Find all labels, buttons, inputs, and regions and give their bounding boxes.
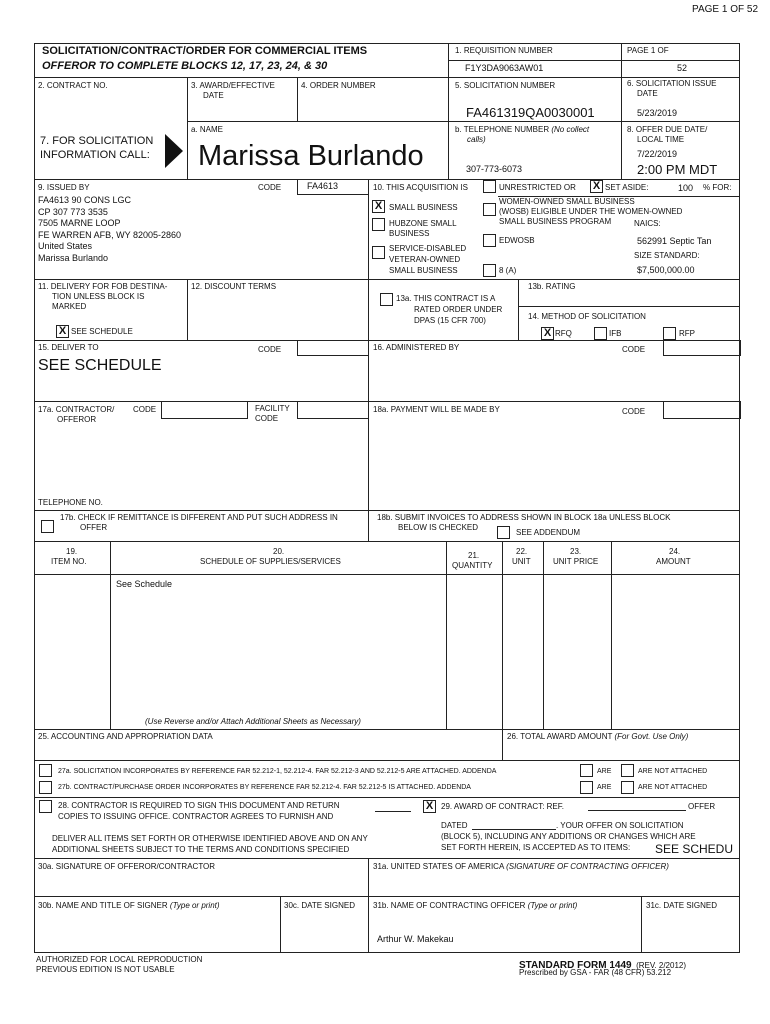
- telephone-label-note: (No collect: [551, 125, 590, 134]
- total-award-label: [507, 732, 688, 741]
- schedule-content: See Schedule: [116, 579, 173, 589]
- hubzone-checkbox[interactable]: [372, 218, 385, 231]
- facility-label: FACILITY: [255, 404, 290, 413]
- see-schedule-label: SEE SCHEDULE: [71, 327, 133, 336]
- administered-code-box[interactable]: [663, 340, 741, 356]
- rfq-checkbox[interactable]: X: [541, 327, 554, 340]
- solicitation-issue-date[interactable]: 5/23/2019: [637, 108, 678, 118]
- naics-label: NAICS:: [634, 219, 661, 228]
- small-business-checkbox[interactable]: X: [372, 200, 385, 213]
- 29-text-3: SET FORTH HEREIN, IS ACCEPTED AS TO ITEMS:: [441, 843, 631, 852]
- 31b-label: [373, 901, 577, 910]
- deliver-to-label: 15. DELIVER TO: [38, 343, 99, 352]
- sdvosb-label: SERVICE-DISABLED: [389, 244, 467, 253]
- offer-due-time[interactable]: 2:00 PM MDT: [637, 162, 718, 177]
- administered-by-label: 16. ADMINISTERED BY: [373, 343, 460, 352]
- award-date-label-2: DATE: [203, 91, 224, 100]
- address-line: United States: [38, 241, 93, 252]
- col-24-num: 24.: [669, 547, 681, 556]
- small-business-label: SMALL BUSINESS: [389, 203, 458, 212]
- remittance-checkbox[interactable]: [41, 520, 54, 533]
- col-21-num: 21.: [468, 551, 480, 560]
- 31b-text: 31b. NAME OF CONTRACTING OFFICER: [373, 901, 526, 910]
- 27b-label: 27b. CONTRACT/PURCHASE ORDER INCORPORATES BY REFERENCE FAR 52.212-4. FAR 52.212-5 IS ATTACHED. ADDENDA: [58, 784, 471, 791]
- address-line: FE WARREN AFB, WY 82005-2860: [38, 229, 182, 240]
- unrestricted-checkbox[interactable]: [483, 180, 496, 193]
- deliver-code-box[interactable]: [297, 340, 369, 356]
- col-19-num: 19.: [66, 547, 78, 556]
- size-standard-value[interactable]: $7,500,000.00: [637, 265, 695, 275]
- telephone-label: [455, 125, 589, 134]
- footer-prescribed: Prescribed by GSA - FAR (48 CFR) 53.212: [519, 968, 672, 977]
- info-call-label: 7. FOR SOLICITATION: [40, 135, 154, 147]
- facility-label-2: CODE: [255, 414, 279, 423]
- 27b-are-not-checkbox[interactable]: [621, 781, 634, 794]
- contract-no-label: 2. CONTRACT NO.: [38, 81, 108, 90]
- solicitation-issue-label: 6. SOLICITATION ISSUE: [627, 79, 717, 88]
- sdvosb-label-3: SMALL BUSINESS: [389, 266, 458, 275]
- contractor-label: 17a. CONTRACTOR/: [38, 405, 115, 414]
- wosb-label-3: SMALL BUSINESS PROGRAM: [499, 217, 612, 226]
- set-aside-label: SET ASIDE:: [605, 183, 649, 192]
- rated-order-label: 13a. THIS CONTRACT IS A: [396, 294, 496, 303]
- wosb-label-2: (WOSB) ELIGIBLE UNDER THE WOMEN-OWNED: [499, 207, 683, 216]
- col-22-num: 22.: [516, 547, 528, 556]
- remittance-label: 17b. CHECK IF REMITTANCE IS DIFFERENT AND PUT SUCH ADDRESS IN: [60, 513, 338, 522]
- 30a-label: 30a. SIGNATURE OF OFFEROR/CONTRACTOR: [38, 862, 216, 871]
- 27a-are-label: ARE: [597, 768, 612, 775]
- size-standard-label: SIZE STANDARD:: [634, 251, 700, 260]
- method-label: 14. METHOD OF SOLICITATION: [528, 312, 646, 321]
- col-24-header: AMOUNT: [656, 557, 691, 566]
- requisition-number[interactable]: F1Y3DA9063AW01: [465, 63, 544, 73]
- deliver-to-value[interactable]: SEE SCHEDULE: [38, 357, 162, 374]
- 27a-checkbox[interactable]: [39, 764, 52, 777]
- remittance-label-2: OFFER: [80, 523, 108, 532]
- total-award-note: (For Govt. Use Only): [614, 732, 689, 741]
- solicitation-number[interactable]: FA461319QA0030001: [466, 105, 595, 120]
- rated-order-checkbox[interactable]: [380, 293, 393, 306]
- issued-by-label: 9. ISSUED BY: [38, 183, 90, 192]
- arrow-right-icon: [165, 134, 183, 168]
- edwosb-checkbox[interactable]: [483, 234, 496, 247]
- fob-label-3: MARKED: [52, 302, 87, 311]
- facility-code-box[interactable]: [297, 401, 369, 419]
- contractor-label-2: OFFEROR: [57, 415, 97, 424]
- offer-due-label-2: LOCAL TIME: [637, 135, 685, 144]
- page-of-label: PAGE 1 OF: [627, 46, 669, 55]
- 30b-note: (Type or print): [169, 901, 220, 910]
- solicitation-issue-label-2: DATE: [637, 89, 658, 98]
- col-20-header: SCHEDULE OF SUPPLIES/SERVICES: [200, 557, 341, 566]
- form-title: SOLICITATION/CONTRACT/ORDER FOR COMMERCIAL ITEMS: [42, 45, 368, 57]
- 27a-are-not-label: ARE NOT ATTACHED: [638, 768, 708, 775]
- award-date-label: 3. AWARD/EFFECTIVE: [191, 81, 275, 90]
- contractor-code-label: CODE: [133, 405, 157, 414]
- 27b-checkbox[interactable]: [39, 781, 52, 794]
- address-line: CP 307 773 3535: [38, 206, 108, 217]
- col-23-num: 23.: [570, 547, 582, 556]
- wosb-label: WOMEN-OWNED SMALL BUSINESS: [499, 197, 635, 206]
- 29-checkbox[interactable]: X: [423, 800, 436, 813]
- 27b-are-checkbox[interactable]: [580, 781, 593, 794]
- 29-text-2: (BLOCK 5), INCLUDING ANY ADDITIONS OR CHANGES WHICH ARE: [441, 832, 696, 841]
- page-label: PAGE 1 OF 52: [692, 4, 758, 15]
- info-call-label-2: INFORMATION CALL:: [40, 149, 150, 161]
- telephone-no-label: TELEPHONE NO.: [38, 498, 103, 507]
- payment-label: 18a. PAYMENT WILL BE MADE BY: [373, 405, 500, 414]
- page-of-value: 52: [677, 63, 688, 73]
- edwosb-label: EDWOSB: [499, 236, 535, 245]
- deliver-code-label: CODE: [258, 345, 282, 354]
- wosb-checkbox[interactable]: [483, 203, 496, 216]
- 8a-label: 8 (A): [499, 266, 517, 275]
- rating-label: 13b. RATING: [528, 282, 576, 291]
- 30c-label: 30c. DATE SIGNED: [284, 901, 355, 910]
- sdvosb-label-2: VETERAN-OWNED: [389, 255, 461, 264]
- col-23-header: UNIT PRICE: [553, 557, 599, 566]
- acquisition-label: 10. THIS ACQUISITION IS: [373, 183, 468, 192]
- address-line: Marissa Burlando: [38, 252, 109, 263]
- rfp-label: RFP: [679, 329, 695, 338]
- 31a-note: (SIGNATURE OF CONTRACTING OFFICER): [506, 862, 669, 871]
- 31a-label: [373, 862, 669, 871]
- contractor-code-box[interactable]: [161, 401, 248, 419]
- set-aside-checkbox[interactable]: X: [590, 180, 603, 193]
- order-number-label: 4. ORDER NUMBER: [301, 81, 376, 90]
- issued-address: [38, 195, 181, 265]
- address-line: FA4613 90 CONS LGC: [38, 195, 132, 205]
- offer-due-date[interactable]: 7/22/2019: [637, 149, 678, 159]
- see-schedule-checkbox[interactable]: X: [56, 325, 69, 338]
- unrestricted-label: UNRESTRICTED OR: [499, 183, 576, 192]
- payment-code-box[interactable]: [663, 401, 741, 419]
- 28-label: 28. CONTRACTOR IS REQUIRED TO SIGN THIS DOCUMENT AND RETURN: [58, 801, 340, 810]
- 31c-label: 31c. DATE SIGNED: [646, 901, 717, 910]
- rfp-checkbox[interactable]: [663, 327, 676, 340]
- fob-label-2: TION UNLESS BLOCK IS: [52, 292, 145, 301]
- 29-offer-text: . YOUR OFFER ON SOLICITATION: [556, 821, 684, 830]
- 28-label-4: ADDITIONAL SHEETS SUBJECT TO THE TERMS AND CONDITIONS SPECIFIED: [52, 845, 350, 854]
- ifb-label: IFB: [609, 329, 622, 338]
- 30b-text: 30b. NAME AND TITLE OF SIGNER: [38, 901, 168, 910]
- 27a-label: 27a. SOLICITATION INCORPORATES BY REFERENCE FAR 52.212-1, 52.212-4. FAR 52.212-3 AND 52.212-5 ARE ATTACHED. ADDENDA: [58, 768, 497, 775]
- submit-invoices-label-2: BELOW IS CHECKED: [398, 523, 479, 532]
- 29-label: 29. AWARD OF CONTRACT: REF.: [441, 802, 564, 811]
- rfq-label: RFQ: [555, 329, 572, 338]
- 31b-note: (Type or print): [527, 901, 578, 910]
- contracting-officer-name[interactable]: Arthur W. Makekau: [377, 934, 454, 944]
- 27a-are-checkbox[interactable]: [580, 764, 593, 777]
- form-subtitle: OFFEROR TO COMPLETE BLOCKS 12, 17, 23, 24, & 30: [42, 60, 328, 72]
- accounting-label: 25. ACCOUNTING AND APPROPRIATION DATA: [38, 732, 213, 741]
- issued-code-label: CODE: [258, 183, 282, 192]
- requisition-label: 1. REQUISITION NUMBER: [455, 46, 553, 55]
- set-aside-percent[interactable]: 100: [678, 183, 694, 193]
- footer-form-name: STANDARD FORM 1449: [519, 960, 632, 971]
- 28-checkbox[interactable]: [39, 800, 52, 813]
- naics-value[interactable]: 562991 Septic Tan: [637, 236, 712, 246]
- discount-terms-label: 12. DISCOUNT TERMS: [191, 282, 277, 291]
- solicitation-number-label: 5. SOLICITATION NUMBER: [455, 81, 556, 90]
- telephone-number[interactable]: 307-773-6073: [466, 164, 523, 174]
- 28-label-3: DELIVER ALL ITEMS SET FORTH OR OTHERWISE IDENTIFIED ABOVE AND ON ANY: [52, 834, 368, 843]
- schedule-footnote: (Use Reverse and/or Attach Additional Sheets as Necessary): [145, 717, 361, 726]
- address-line: 7505 MARNE LOOP: [38, 218, 121, 229]
- 29-offer-label: OFFER: [688, 802, 716, 811]
- col-20-num: 20.: [273, 547, 285, 556]
- administered-code-label: CODE: [622, 345, 646, 354]
- telephone-label-note-2: calls): [467, 135, 486, 144]
- 27a-are-not-checkbox[interactable]: [621, 764, 634, 777]
- col-21-header: QUANTITY: [452, 561, 493, 570]
- 27b-are-label: ARE: [597, 784, 612, 791]
- offer-due-label: 8. OFFER DUE DATE/: [627, 125, 708, 134]
- 8a-checkbox[interactable]: [483, 264, 496, 277]
- rated-order-label-2: RATED ORDER UNDER: [414, 305, 503, 314]
- col-19-header: ITEM NO.: [51, 557, 87, 566]
- contact-name-label: a. NAME: [191, 125, 224, 134]
- percent-for-label: % FOR:: [703, 183, 732, 192]
- 29-items-value[interactable]: SEE SCHEDU: [655, 842, 734, 856]
- 27b-are-not-label: ARE NOT ATTACHED: [638, 784, 708, 791]
- 29-dated-label: DATED: [441, 821, 468, 830]
- submit-invoices-label: 18b. SUBMIT INVOICES TO ADDRESS SHOWN IN BLOCK 18a UNLESS BLOCK: [377, 513, 671, 522]
- footer-prev: PREVIOUS EDITION IS NOT USABLE: [36, 965, 175, 974]
- footer-auth: AUTHORIZED FOR LOCAL REPRODUCTION: [36, 955, 203, 964]
- 30b-label: [38, 901, 220, 910]
- hubzone-label: HUBZONE SMALL: [389, 219, 457, 228]
- hubzone-label-2: BUSINESS: [389, 229, 430, 238]
- 31a-text: 31a. UNITED STATES OF AMERICA: [373, 862, 504, 871]
- contact-name[interactable]: Marissa Burlando: [198, 140, 424, 172]
- ifb-checkbox[interactable]: [594, 327, 607, 340]
- fob-label: 11. DELIVERY FOR FOB DESTINA-: [38, 282, 168, 291]
- telephone-label-text: b. TELEPHONE NUMBER: [455, 125, 550, 134]
- addendum-checkbox[interactable]: [497, 526, 510, 539]
- footer-form-rev: (REV. 2/2012): [636, 961, 687, 970]
- 28-label-2: COPIES TO ISSUING OFFICE. CONTRACTOR AGREES TO FURNISH AND: [58, 812, 334, 821]
- total-award-text: 26. TOTAL AWARD AMOUNT: [507, 732, 613, 741]
- addendum-label: SEE ADDENDUM: [516, 528, 581, 537]
- payment-code-label: CODE: [622, 407, 646, 416]
- rated-order-label-3: DPAS (15 CFR 700): [414, 316, 486, 325]
- col-22-header: UNIT: [512, 557, 531, 566]
- issued-code[interactable]: FA4613: [307, 181, 339, 191]
- sdvosb-checkbox[interactable]: [372, 246, 385, 259]
